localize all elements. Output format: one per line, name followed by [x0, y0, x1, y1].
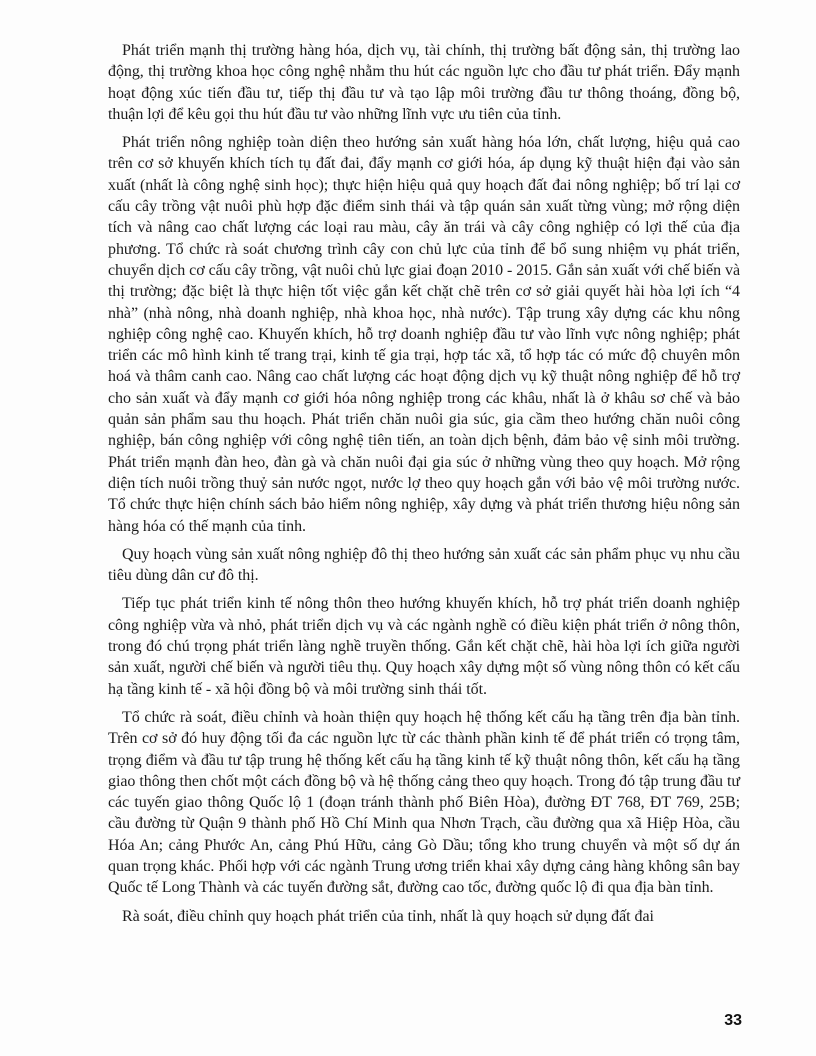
paragraph-investment-markets: Phát triển mạnh thị trường hàng hóa, dịch vụ, tài chính, thị trường bất động sản, thị trường lao động, thị trường khoa học công nghệ nhằm thu hút các nguồn lực cho đầu tư phát triển. Đẩy mạnh hoạt động xúc tiến đầu tư, tiếp thị đầu tư và tạo lập môi trường đầu tư thông thoáng, đồng bộ, thuận lợi để kêu gọi thu hút đầu tư vào những lĩnh vực ưu tiên của tỉnh.	[108, 42, 740, 123]
paragraph-rural-economy: Tiếp tục phát triển kinh tế nông thôn theo hướng khuyến khích, hỗ trợ phát triển doanh nghiệp công nghiệp vừa và nhỏ, phát triển dịch vụ và các ngành nghề có điều kiện phát triển ở nông thôn, trong đó chú trọng phát triển làng nghề truyền thống. Gắn kết chặt chẽ, hài hòa lợi ích giữa người sản xuất, người chế biến và người tiêu thụ. Quy hoạch xây dựng một số vùng nông thôn có kết cấu hạ tầng kinh tế - xã hội đồng bộ và môi trường sinh thái tốt.	[108, 595, 740, 698]
paragraph-infrastructure: Tổ chức rà soát, điều chỉnh và hoàn thiện quy hoạch hệ thống kết cấu hạ tầng trên địa bàn tỉnh. Trên cơ sở đó huy động tối đa các nguồn lực từ các thành phần kinh tế để phát triển có trọng tâm, trọng điểm và đầu tư tập trung hệ thống kết cấu hạ tầng kinh tế kỹ thuật nông thôn, kết cấu hạ tầng giao thông then chốt một cách đồng bộ và hệ thống cảng theo quy hoạch. Trong đó tập trung đầu tư các tuyến giao thông Quốc lộ 1 (đoạn tránh thành phố Biên Hòa), đường ĐT 768, ĐT 769, 25B; cầu đường từ Quận 9 thành phố Hồ Chí Minh qua Nhơn Trạch, cầu đường qua xã Hiệp Hòa, cầu Hóa An; cảng Phước An, cảng Phú Hữu, cảng Gò Dầu; tổng kho trung chuyển và một số dự án quan trọng khác. Phối hợp với các ngành Trung ương triển khai xây dựng cảng hàng không sân bay Quốc tế Long Thành và các tuyến đường sắt, đường cao tốc, đường quốc lộ đi qua địa bàn tỉnh.	[108, 708, 740, 897]
paragraph-urban-agriculture: Quy hoạch vùng sản xuất nông nghiệp đô thị theo hướng sản xuất các sản phẩm phục vụ nhu cầu tiêu dùng dân cư đô thị.	[108, 545, 740, 585]
paragraph-planning-review: Rà soát, điều chỉnh quy hoạch phát triển của tỉnh, nhất là quy hoạch sử dụng đất đai	[122, 907, 654, 925]
body-text	[108, 40, 740, 934]
paragraph-agriculture-development: Phát triển nông nghiệp toàn diện theo hướng sản xuất hàng hóa lớn, chất lượng, hiệu quả cao trên cơ sở khuyến khích tích tụ đất đai, đẩy mạnh cơ giới hóa, áp dụng kỹ thuật hiện đại vào sản xuất (nhất là công nghệ sinh học); thực hiện hiệu quả quy hoạch đất đai nông nghiệp; bố trí lại cơ cấu cây trồng vật nuôi phù hợp đặc điểm sinh thái và tập quán sản xuất từng vùng; mở rộng diện tích và nâng cao chất lượng các loại rau màu, cây ăn trái và cây công nghiệp có lợi thế của địa phương. Tổ chức rà soát chương trình cây con chủ lực của tỉnh để bổ sung nhiệm vụ phát triển, chuyển dịch cơ cấu cây trồng, vật nuôi chủ lực giai đoạn 2010 - 2015. Gắn sản xuất với chế biến và thị trường; đặc biệt là thực hiện tốt việc gắn kết chặt chẽ trên cơ sở giải quyết hài hòa lợi ích “4 nhà” (nhà nông, nhà doanh nghiệp, nhà khoa học, nhà nước). Tập trung xây dựng các khu nông nghiệp công nghệ cao. Khuyến khích, hỗ trợ doanh nghiệp đầu tư vào lĩnh vực nông nghiệp; phát triển các mô hình kinh tế trang trại, kinh tế gia trại, hợp tác xã, tổ hợp tác có mức độ chuyên môn hoá và thâm canh cao. Nâng cao chất lượng các hoạt động dịch vụ kỹ thuật nông nghiệp để hỗ trợ cho sản xuất và đẩy mạnh cơ giới hóa nông nghiệp trong các khâu, nhất là ở khâu sơ chế và bảo quản sản phẩm sau thu hoạch. Phát triển chăn nuôi gia súc, gia cầm theo hướng chăn nuôi công nghiệp, bán công nghiệp với công nghệ tiên tiến, an toàn dịch bệnh, đảm bảo vệ sinh môi trường. Phát triển mạnh đàn heo, đàn gà và chăn nuôi đại gia súc ở những vùng theo quy hoạch. Mở rộng diện tích nuôi trồng thuỷ sản nước ngọt, nước lợ theo quy hoạch gắn với bảo vệ môi trường nước. Tổ chức thực hiện chính sách bảo hiểm nông nghiệp, xây dựng và phát triển thương hiệu nông sản hàng hóa có thế mạnh của tỉnh.	[108, 134, 740, 535]
page-number: 33	[724, 1012, 742, 1029]
